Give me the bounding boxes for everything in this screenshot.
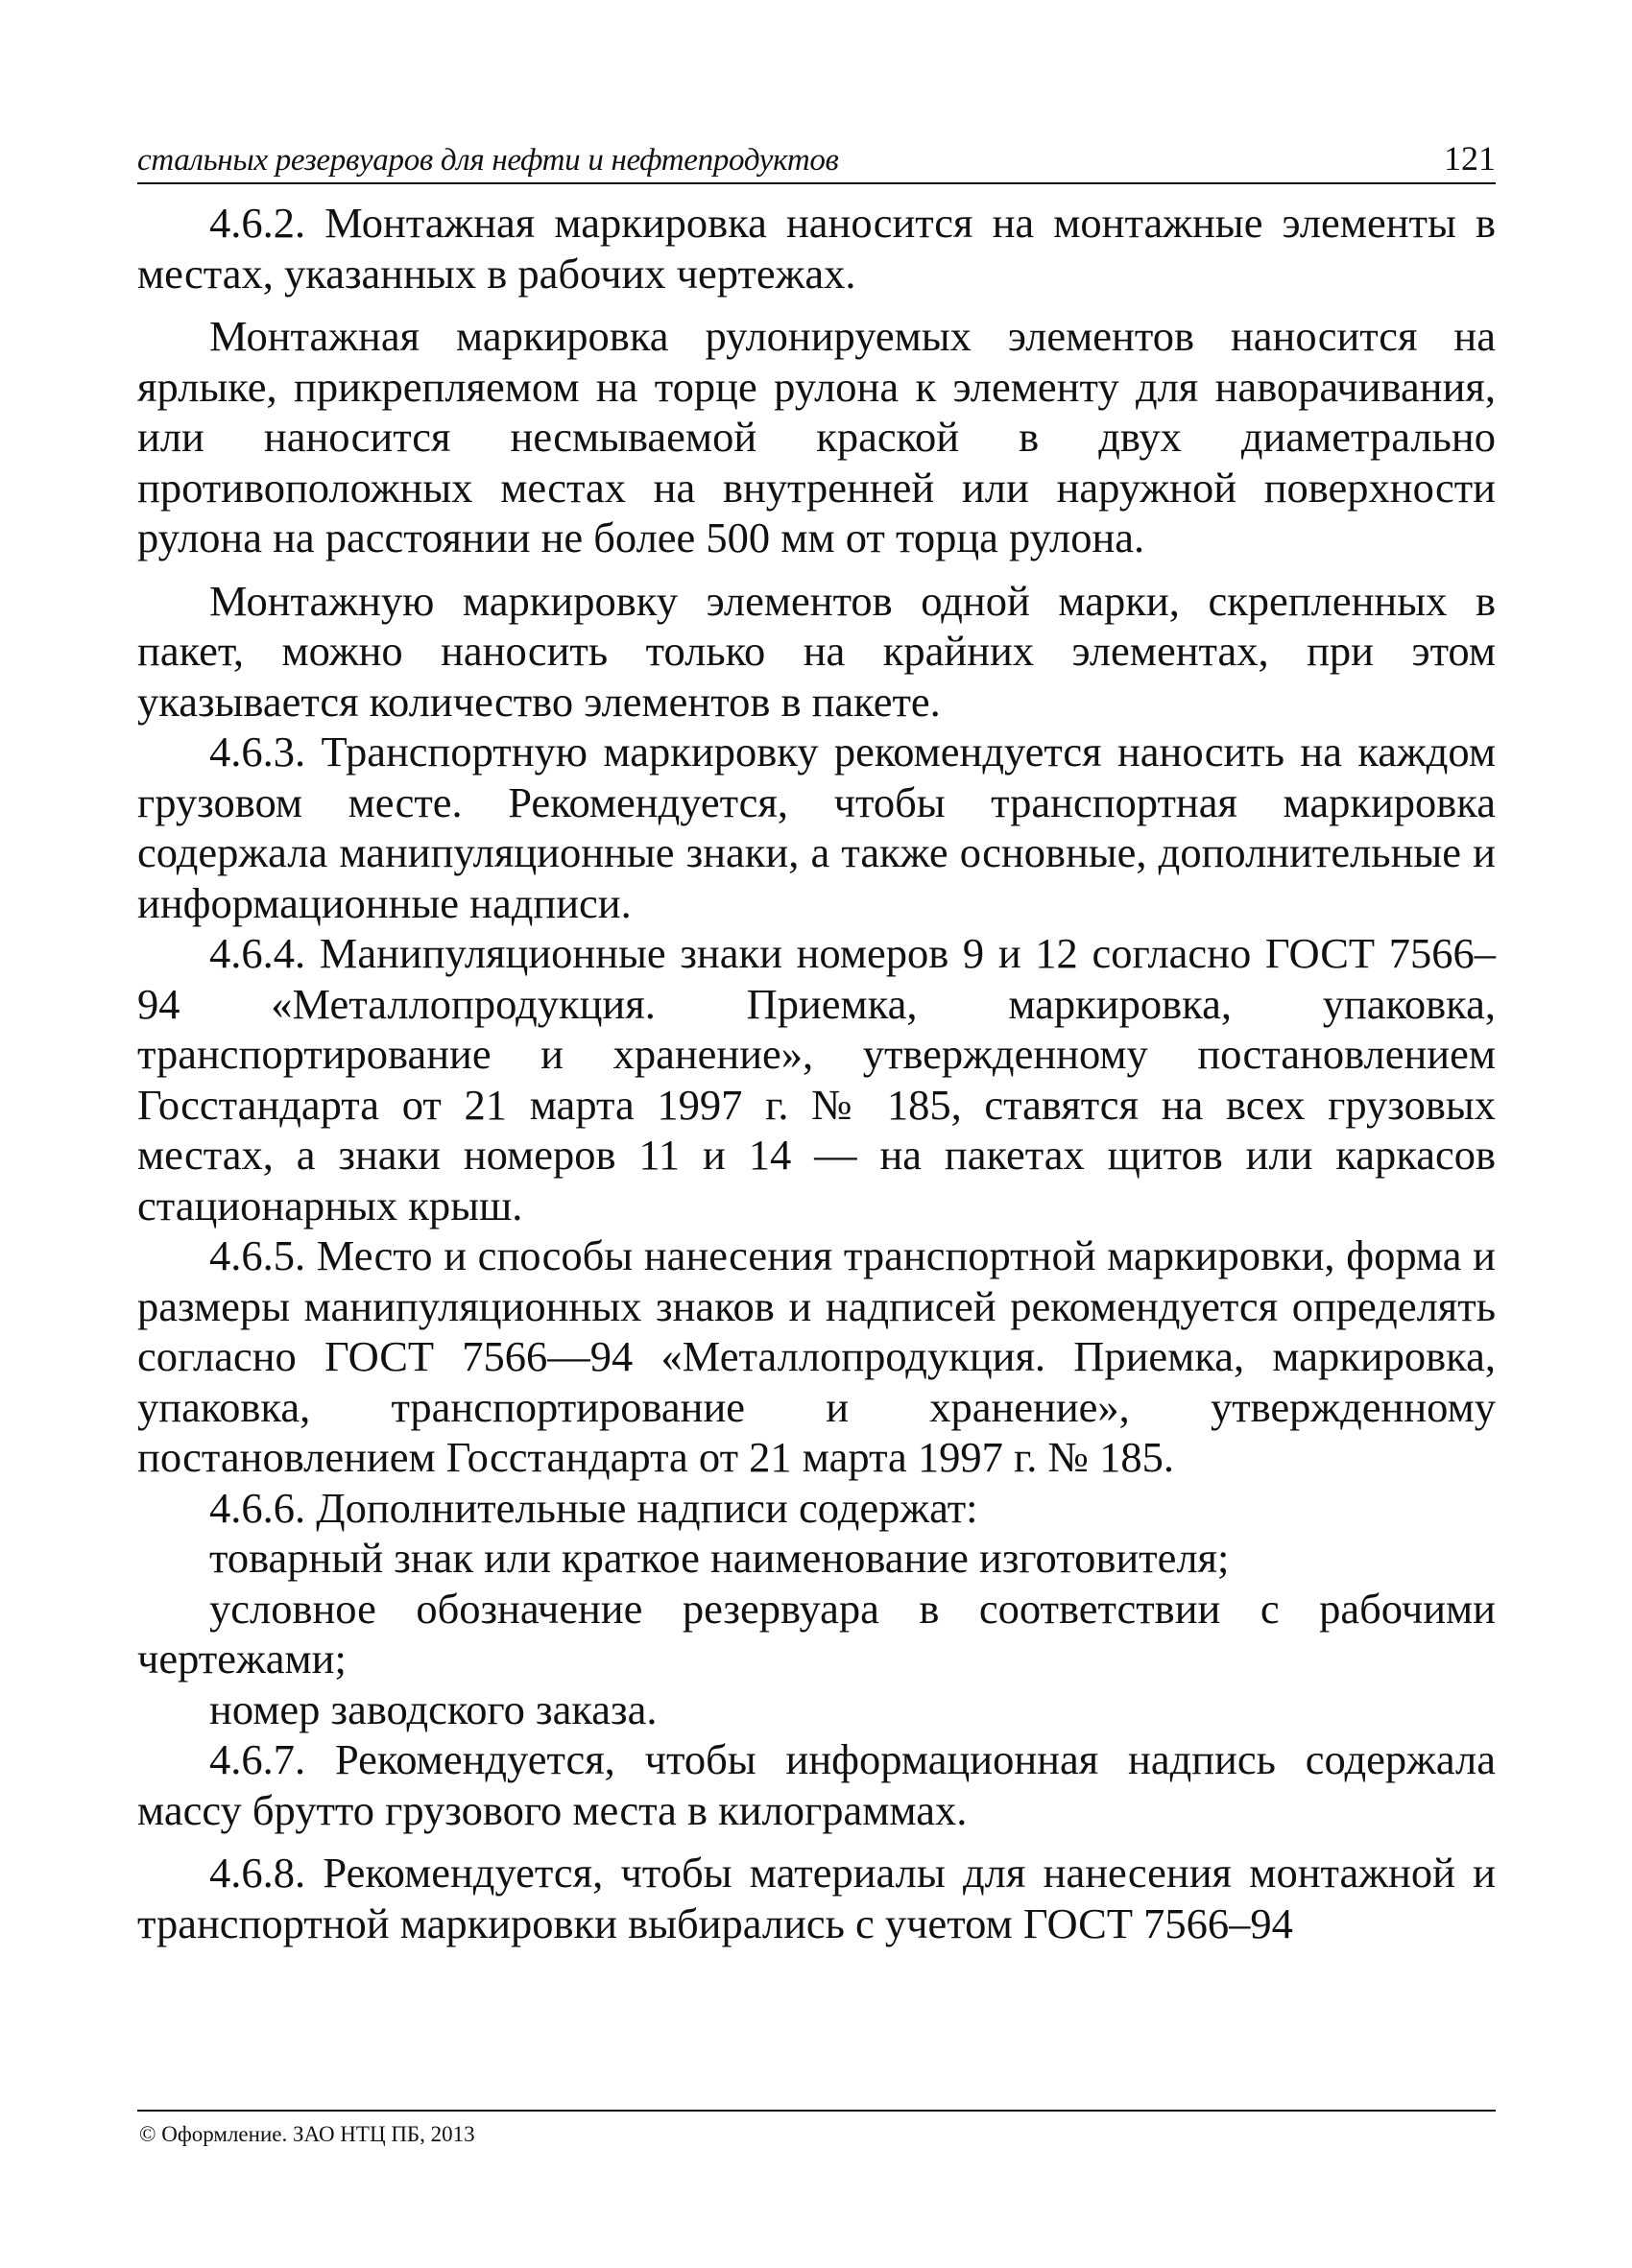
page xyxy=(137,125,1496,1948)
list-item-order-number: номер заводского заказа. xyxy=(209,1684,658,1733)
list-item-designation: условное обозначение резервуара в соответствии с рабочими чертежами; xyxy=(137,1584,1496,1683)
list-item-trademark: товарный знак или краткое наименование изготовителя; xyxy=(209,1534,1230,1582)
paragraph-4-6-7: 4.6.7. Рекомендуется, чтобы информационная надпись содержала массу брутто грузового места в килограммах. xyxy=(137,1735,1496,1834)
paragraph-4-6-3: 4.6.3. Транспортную маркировку рекомендуется наносить на каждом грузовом месте. Рекомендуется, чтобы транспортная маркировка содержала манипуляционные знаки, а также основные, дополнительные и информационные надписи. xyxy=(137,728,1496,927)
paragraph-4-6-6: 4.6.6. Дополнительные надписи содержат: xyxy=(209,1483,978,1532)
paragraph-4-6-2: 4.6.2. Монтажная маркировка наносится на монтажные элементы в местах, указанных в рабочих чертежах. xyxy=(137,199,1496,298)
paragraph-4-6-8: 4.6.8. Рекомендуется, чтобы материалы для нанесения монтажной и транспортной маркировки выбирались с учетом ГОСТ 7566–94 xyxy=(137,1849,1496,1947)
footer-divider xyxy=(137,2110,1496,2112)
footer-copyright: © Оформление. ЗАО НТЦ ПБ, 2013 xyxy=(139,2122,475,2146)
running-header xyxy=(137,125,1496,184)
body-text xyxy=(137,198,1496,1948)
paragraph-rolled-marking: Монтажная маркировка рулонируемых элементов наносится на ярлыке, прикрепляемом на торце рулона к элементу для наворачивания, или наносится несмываемой краской в двух диаметрально противоположных местах на внутренней или наружной поверхности рулона на расстоянии не более 500 мм от торца рулона. xyxy=(137,312,1496,561)
running-header-title: стальных резервуаров для нефти и нефтепродуктов xyxy=(137,143,839,178)
paragraph-4-6-5: 4.6.5. Место и способы нанесения транспортной маркировки, форма и размеры манипуляционных знаков и надписей рекомендуется определять согласно ГОСТ 7566—94 «Металлопродукция. Приемка, маркировка, упаковка, транспортирование и хранение», утвержденному постановлением Госстандарта от 21 марта 1997 г. № 185. xyxy=(137,1231,1496,1481)
paragraph-package-marking: Монтажную маркировку элементов одной марки, скрепленных в пакет, можно наносить только на крайних элементах, при этом указывается количество элементов в пакете. xyxy=(137,576,1496,726)
page-number: 121 xyxy=(1444,139,1496,178)
paragraph-4-6-4: 4.6.4. Манипуляционные знаки номеров 9 и 12 согласно ГОСТ 7566–94 «Металлопродукция. Приемка, маркировка, упаковка, транспортирование и хранение», утвержденному постановлением Госстандарта от 21 марта 1997 г. № 185, ставятся на всех грузовых местах, а знаки номеров 11 и 14 — на пакетах щитов или каркасов стационарных крыш. xyxy=(137,929,1496,1229)
